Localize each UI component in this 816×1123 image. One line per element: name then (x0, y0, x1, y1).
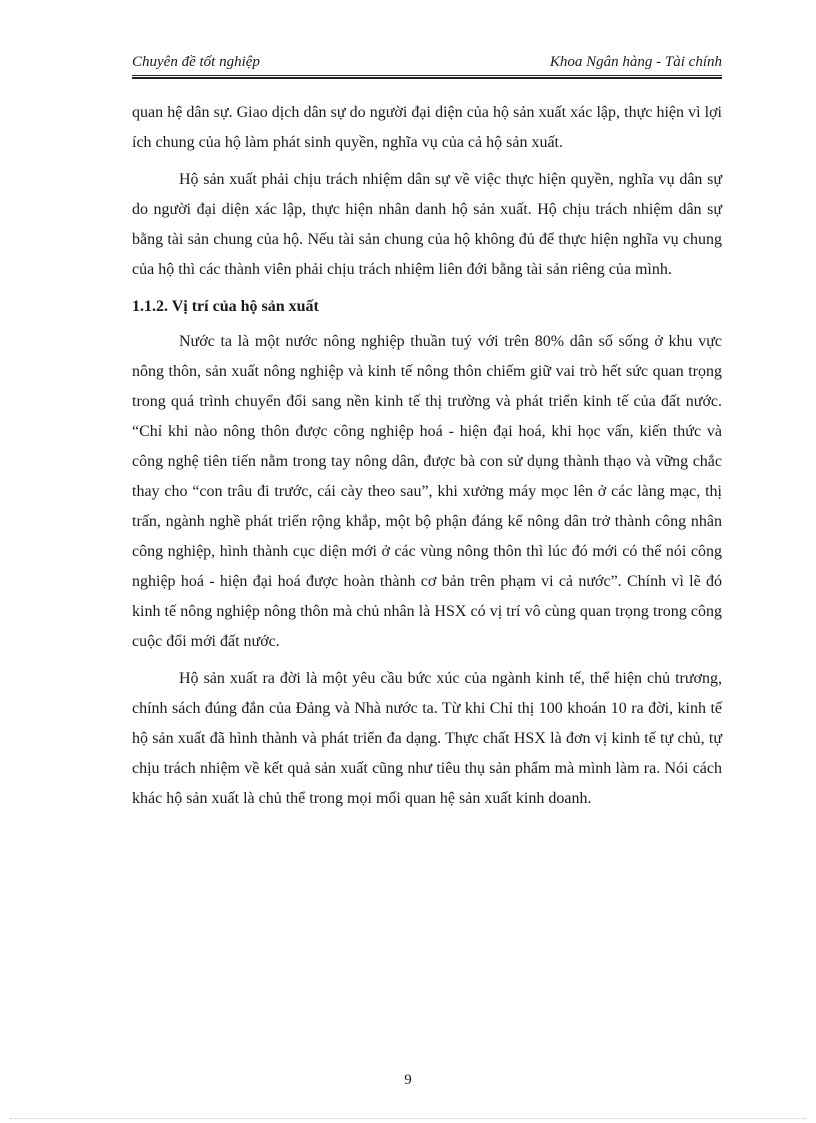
page-number: 9 (404, 1072, 412, 1088)
header-document-title: Chuyên đề tốt nghiệp (132, 54, 260, 70)
page-header (132, 52, 722, 72)
page-bottom-border (10, 1118, 806, 1119)
section-heading: 1.1.2. Vị trí của hộ sản xuất (132, 298, 319, 315)
header-divider (132, 75, 722, 79)
paragraph-responsibility: Hộ sản xuất phải chịu trách nhiệm dân sự về việc thực hiện quyền, nghĩa vụ dân sự do người đại diện xác lập, thực hiện nhân danh hộ sản xuất. Hộ chịu trách nhiệm dân sự bằng tài sản chung của hộ. Nếu tài sản chung của hộ không đủ để thực hiện nghĩa vụ chung của hộ thì các thành viên phải chịu trách nhiệm liên đới bằng tài sản riêng của mình. (132, 171, 722, 278)
header-department: Khoa Ngân hàng - Tài chính (549, 54, 722, 70)
page-body (132, 98, 722, 814)
paragraph-position: Nước ta là một nước nông nghiệp thuần tuý với trên 80% dân số sống ở khu vực nông thôn, sản xuất nông nghiệp và kinh tế nông thôn chiếm giữ vai trò hết sức quan trọng trong quá trình chuyển đổi sang nền kinh tế thị trường và phát triển kinh tế của đất nước. “Chỉ khi nào nông thôn được công nghiệp hoá - hiện đại hoá, khi học vấn, kiến thức và công nghệ tiên tiến nằm trong tay nông dân, được bà con sử dụng thành thạo và vững chắc thay cho “con trâu đi trước, cái cày theo sau”, khi xưởng máy mọc lên ở các làng mạc, thị trấn, ngành nghề phát triển rộng khắp, một bộ phận đáng kể nông dân trở thành công nhân công nghiệp, hình thành cục diện mới ở các vùng nông thôn thì lúc đó mới có thể nói công nghiệp hoá - hiện đại hoá được hoàn thành cơ bản trên phạm vi cả nước”. Chính vì lẽ đó kinh tế nông nghiệp nông thôn mà chủ nhân là HSX có vị trí vô cùng quan trọng trong công cuộc đổi mới đất nước. (132, 333, 722, 650)
paragraph-continuation: quan hệ dân sự. Giao dịch dân sự do người đại diện của hộ sản xuất xác lập, thực hiện vì lợi ích chung của hộ làm phát sinh quyền, nghĩa vụ của cả hộ sản xuất. (132, 104, 722, 151)
paragraph-emergence: Hộ sản xuất ra đời là một yêu cầu bức xúc của ngành kinh tế, thể hiện chủ trương, chính sách đúng đắn của Đảng và Nhà nước ta. Từ khi Chỉ thị 100 khoán 10 ra đời, kinh tế hộ sản xuất đã hình thành và phát triển đa dạng. Thực chất HSX là đơn vị kinh tế tự chủ, tự chịu trách nhiệm về kết quả sản xuất cũng như tiêu thụ sản phẩm mà mình làm ra. Nói cách khác hộ sản xuất là chủ thể trong mọi mối quan hệ sản xuất kinh doanh. (132, 670, 722, 807)
